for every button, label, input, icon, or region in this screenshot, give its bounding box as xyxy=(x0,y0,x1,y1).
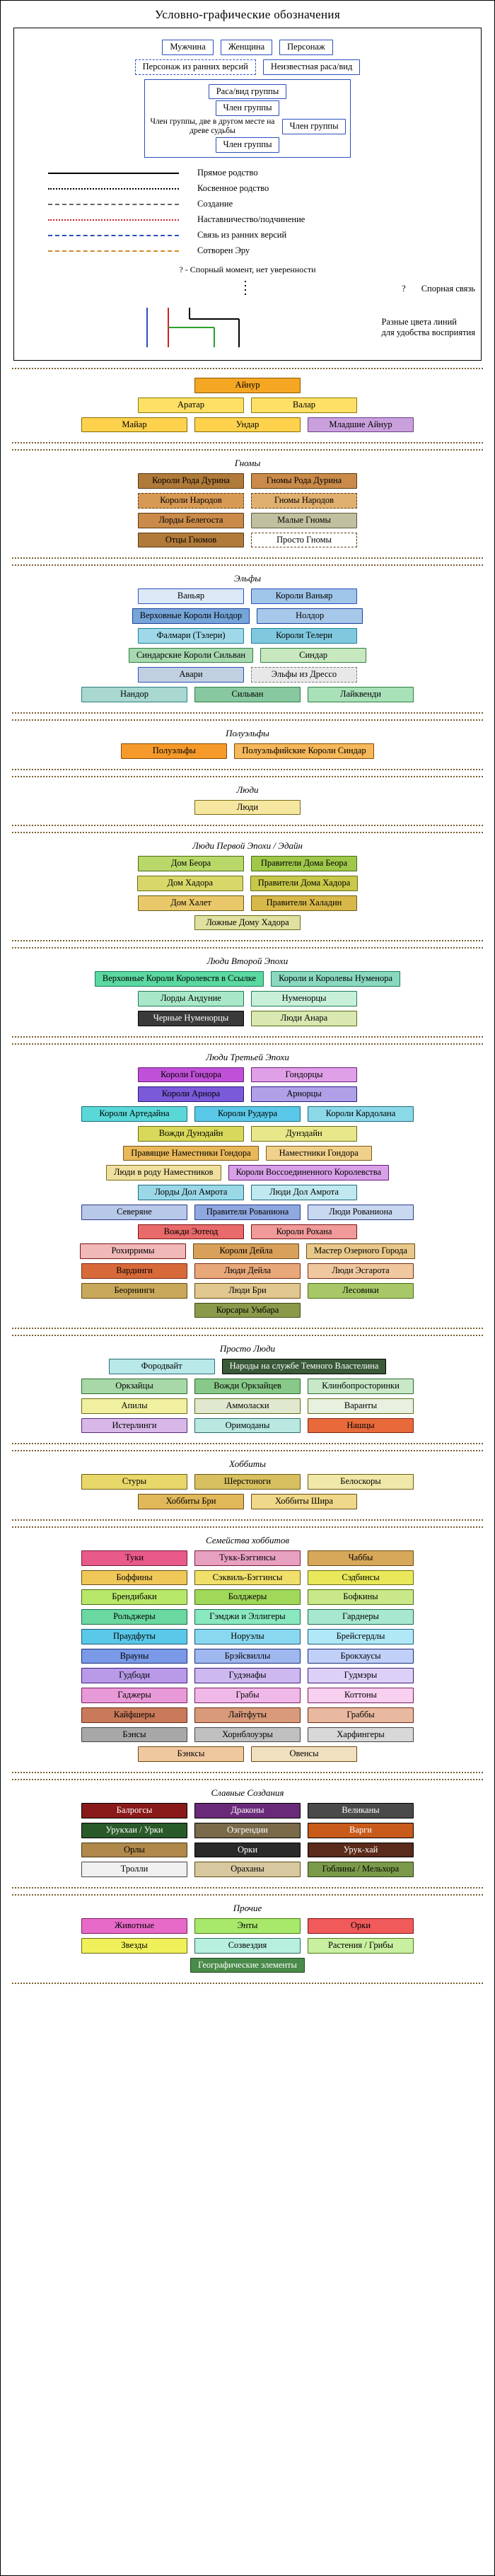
category-row xyxy=(15,1843,480,1858)
legend-swatch: Короли Арнора xyxy=(138,1086,244,1102)
category-row xyxy=(15,1205,480,1220)
legend-row-3 xyxy=(149,84,346,100)
group-legend-block xyxy=(20,79,475,158)
legend-swatch: Короли Кардолана xyxy=(308,1106,414,1122)
legend-line-indirect xyxy=(20,183,475,194)
legend-swatch: Рохирримы xyxy=(80,1243,186,1259)
disputed-question-mark: ? xyxy=(402,283,406,294)
legend-swatch: Короли Ваньяр xyxy=(251,588,357,604)
category-row xyxy=(15,1185,480,1200)
line-sample-solid xyxy=(48,168,179,178)
category-row xyxy=(15,1146,480,1161)
legend-swatch: Гарднеры xyxy=(308,1609,414,1625)
category-row xyxy=(15,1243,480,1259)
category-row xyxy=(15,588,480,604)
category-row xyxy=(15,1418,480,1434)
legend-line-mentorship xyxy=(20,214,475,225)
legend-swatch: Бофкины xyxy=(308,1589,414,1605)
legend-swatch: Рольджеры xyxy=(81,1609,187,1625)
page-title: Условно-графические обозначения xyxy=(155,8,340,21)
legend-swatch: Животные xyxy=(81,1918,187,1934)
legend-swatch: Врауны xyxy=(81,1649,187,1664)
legend-swatch: Хоббиты Шира xyxy=(251,1494,357,1509)
legend-swatch: Лесовики xyxy=(308,1283,414,1299)
category-row xyxy=(15,1359,480,1374)
category-row xyxy=(15,1067,480,1083)
legend-swatch: Балрогсы xyxy=(81,1803,187,1818)
category-row xyxy=(15,1727,480,1743)
category-row xyxy=(15,513,480,528)
category-row xyxy=(15,1918,480,1934)
line-sample-dashed-orange xyxy=(48,246,179,256)
note-disputed: ? - Спорный момент, нет уверенности xyxy=(179,265,316,275)
legend-swatch: Боффины xyxy=(81,1570,187,1586)
line-sample-dotted-red xyxy=(48,215,179,225)
category-row xyxy=(15,1649,480,1664)
category-sections xyxy=(1,368,494,1984)
legend-swatch: Синдар xyxy=(260,648,366,663)
legend-swatch: Грабы xyxy=(194,1688,301,1703)
category-title: Люди Первой Эпохи / Эдайн xyxy=(192,840,303,852)
category-row xyxy=(15,608,480,624)
legend-swatch: Эльфы из Дрессо xyxy=(251,667,357,683)
category-хоббиты xyxy=(12,1450,483,1521)
category-люди-третьей-эпохи xyxy=(12,1043,483,1330)
legend-chip-old-version-character: Персонаж из ранних версий xyxy=(135,59,256,75)
legend-swatch: Гномы Народов xyxy=(251,493,357,509)
category-гномы xyxy=(12,449,483,559)
legend-swatch: Орки xyxy=(308,1918,414,1934)
legend-swatch: Правящие Наместники Гондора xyxy=(123,1146,258,1161)
category-title: Гномы xyxy=(234,458,261,469)
legend-swatch: Оэгрендии xyxy=(194,1823,301,1838)
legend-swatch: Сильван xyxy=(194,687,301,702)
legend-swatch: Аммоласки xyxy=(194,1398,301,1414)
legend-swatch: Нуменорцы xyxy=(251,991,357,1006)
legend-swatch: Чаббы xyxy=(308,1550,414,1566)
category-row xyxy=(15,417,480,433)
legend-swatch: Ваньяр xyxy=(138,588,244,604)
disputed-link-icon xyxy=(238,279,252,298)
legend-swatch: Брендибаки xyxy=(81,1589,187,1605)
category-люди xyxy=(12,776,483,827)
legend-swatch: Орки xyxy=(194,1843,301,1858)
line-style-legend xyxy=(20,168,475,256)
category-row xyxy=(15,856,480,871)
legend-label-creation: Создание xyxy=(197,199,233,209)
legend-chip-group-member-2: Член группы xyxy=(282,119,346,134)
legend-swatch: Люди Бри xyxy=(194,1283,301,1299)
legend-row-5 xyxy=(149,117,346,136)
note-disputed-link-row xyxy=(20,279,475,298)
category-row xyxy=(15,800,480,816)
legend-swatch: Брокхаусы xyxy=(308,1649,414,1664)
legend-swatch: Коттоны xyxy=(308,1688,414,1703)
category-row xyxy=(15,1609,480,1625)
category-row xyxy=(15,915,480,931)
legend-swatch: Короли Артедайна xyxy=(81,1106,187,1122)
color-note-line-1: Разные цвета линий xyxy=(381,316,457,327)
legend-swatch: Полуэльфийские Короли Синдар xyxy=(234,743,373,759)
category-эльфы xyxy=(12,564,483,714)
legend-swatch: Валар xyxy=(251,398,357,413)
legend-label-created-by-eru: Сотворен Эру xyxy=(197,245,250,256)
category-row xyxy=(15,1629,480,1644)
category-row xyxy=(15,1668,480,1683)
legend-swatch: Дунэдайн xyxy=(251,1126,357,1142)
legend-swatch: Гаджеры xyxy=(81,1688,187,1703)
legend-swatch: Малые Гномы xyxy=(251,513,357,528)
legend-swatch: Хоббиты Бри xyxy=(138,1494,244,1509)
category-row xyxy=(15,533,480,548)
legend-swatch: Созвездия xyxy=(194,1938,301,1954)
legend-row-6 xyxy=(149,137,346,153)
legend-swatch: Лайтфуты xyxy=(194,1707,301,1723)
legend-swatch: Драконы xyxy=(194,1803,301,1818)
colored-lines-sample xyxy=(140,305,246,350)
legend-swatch: Вожди Оркзайцев xyxy=(194,1379,301,1394)
legend-swatch: Короли Народов xyxy=(138,493,244,509)
category-row xyxy=(15,687,480,702)
legend-swatch: Правители Дома Хадора xyxy=(250,876,359,891)
category-row xyxy=(15,1570,480,1586)
legend-swatch: Нашцы xyxy=(308,1418,414,1434)
category-title: Люди Второй Эпохи xyxy=(206,956,289,967)
legend-swatch: Люди Рованиона xyxy=(308,1205,414,1220)
category-row xyxy=(15,1303,480,1318)
category-люди-второй-эпохи xyxy=(12,947,483,1037)
legend-swatch: Варанты xyxy=(308,1398,414,1414)
category-row xyxy=(15,1126,480,1142)
legend-swatch: Майар xyxy=(81,417,187,433)
legend-swatch: Короли Воссоединенного Королевства xyxy=(228,1165,389,1180)
legend-swatch: Ораханы xyxy=(194,1862,301,1877)
legend-swatch: Хорнблоуэры xyxy=(194,1727,301,1743)
legend-swatch: Гудмэры xyxy=(308,1668,414,1683)
color-note-line-2: для удобства восприятия xyxy=(381,327,475,338)
legend-swatch: Граббы xyxy=(308,1707,414,1723)
legend-swatch: Географические элементы xyxy=(190,1958,305,1973)
legend-swatch: Оркзайцы xyxy=(81,1379,187,1394)
legend-swatch: Вожди Эотеод xyxy=(138,1224,244,1240)
legend-swatch: Харфингеры xyxy=(308,1727,414,1743)
legend-line-direct xyxy=(20,168,475,178)
legend-swatch: Отцы Гномов xyxy=(138,533,244,548)
legend-swatch: Энты xyxy=(194,1918,301,1934)
legend-swatch: Арнорцы xyxy=(251,1086,357,1102)
legend-note-group-elsewhere: Член группы, две в другом месте на древе судьбы xyxy=(150,117,275,136)
category-row xyxy=(15,1823,480,1838)
legend-row-1 xyxy=(20,40,475,55)
color-note-block xyxy=(20,305,475,350)
legend-swatch: Варги xyxy=(308,1823,414,1838)
legend-swatch: Правители Халадин xyxy=(251,895,357,911)
category-title: Эльфы xyxy=(233,573,262,584)
category-row xyxy=(15,1398,480,1414)
category-title: Семейства хоббитов xyxy=(205,1534,290,1545)
legend-swatch: Истерлинги xyxy=(81,1418,187,1434)
category-row xyxy=(15,628,480,644)
category-полуэльфы xyxy=(12,719,483,770)
category-прочие xyxy=(12,1894,483,1984)
category-славные-создания xyxy=(12,1779,483,1889)
legend-swatch: Люди Дол Амрота xyxy=(251,1185,357,1200)
legend-chip-unknown-race: Неизвестная раса/вид xyxy=(263,59,361,75)
legend-swatch: Люди Анара xyxy=(251,1011,357,1026)
line-sample-dashed-blue xyxy=(48,231,179,240)
legend-swatch: Вожди Дунэдайн xyxy=(138,1126,244,1142)
legend-swatch: Люди в роду Наместников xyxy=(106,1165,221,1180)
legend-swatch: Гномы Рода Дурина xyxy=(251,473,357,489)
line-sample-dashed-grey xyxy=(48,199,179,209)
category-row xyxy=(15,1379,480,1394)
legend-swatch: Гоблины / Мельхора xyxy=(308,1862,414,1877)
legend-swatch: Великаны xyxy=(308,1803,414,1818)
legend-swatch: Лорды Андуние xyxy=(138,991,244,1006)
legend-swatch: Ложные Дому Хадора xyxy=(194,915,301,931)
category-row xyxy=(15,648,480,663)
category-row xyxy=(15,971,480,987)
legend-swatch: Полуэльфы xyxy=(121,743,227,759)
category-title: Славные Создания xyxy=(211,1787,284,1799)
category-row xyxy=(15,1746,480,1762)
legend-swatch: Тролли xyxy=(81,1862,187,1877)
legend-swatch: Лайквенди xyxy=(308,687,414,702)
legend-swatch: Северяне xyxy=(81,1205,187,1220)
legend-swatch: Народы на службе Темного Властелина xyxy=(222,1359,387,1374)
legend-swatch: Тукк-Бэггинсы xyxy=(194,1550,301,1566)
disputed-link-label: Спорная связь xyxy=(421,283,475,294)
legend-swatch: Младшие Айнур xyxy=(308,417,414,433)
legend-swatch: Гудбоди xyxy=(81,1668,187,1683)
legend-swatch: Короли Рудаура xyxy=(194,1106,301,1122)
category-row xyxy=(15,473,480,489)
legend-row-2 xyxy=(20,59,475,75)
legend-swatch: Аратар xyxy=(138,398,244,413)
legend-swatch: Короли Рода Дурина xyxy=(138,473,244,489)
category-title: Хоббиты xyxy=(229,1458,266,1470)
legend-swatch: Верховные Короли Королевств в Ссылке xyxy=(95,971,264,987)
category-row xyxy=(15,1165,480,1180)
legend-swatch: Брейсгердлы xyxy=(308,1629,414,1644)
legend-swatch: Люди xyxy=(194,800,301,816)
legend-swatch: Авари xyxy=(138,667,244,683)
legend-swatch: Короли Телери xyxy=(251,628,357,644)
category-row xyxy=(15,1474,480,1490)
legend-swatch: Короли Дейла xyxy=(193,1243,299,1259)
legend-swatch: Апилы xyxy=(81,1398,187,1414)
legend-swatch: Праудфуты xyxy=(81,1629,187,1644)
legend-swatch: Туки xyxy=(81,1550,187,1566)
category-семейства-хоббитов xyxy=(12,1526,483,1773)
legend-swatch: Наместники Гондора xyxy=(266,1146,372,1161)
legend-swatch: Короли Рохана xyxy=(251,1224,357,1240)
legend-swatch: Черные Нуменорцы xyxy=(138,1011,244,1026)
legend-swatch: Оримоданы xyxy=(194,1418,301,1434)
legend-swatch: Корсары Умбара xyxy=(194,1303,301,1318)
legend-swatch: Нандор xyxy=(81,687,187,702)
legend-swatch: Урук-хай xyxy=(308,1843,414,1858)
legend-swatch: Болджеры xyxy=(194,1589,301,1605)
category-row xyxy=(15,1283,480,1299)
line-sample-dotted xyxy=(48,184,179,194)
legend-swatch: Кайфшеры xyxy=(81,1707,187,1723)
legend-swatch: Айнур xyxy=(194,378,301,393)
legend-swatch: Фородвайт xyxy=(109,1359,215,1374)
category-row xyxy=(15,1106,480,1122)
category-group-0 xyxy=(12,368,483,443)
legend-chip-group-member-1: Член группы xyxy=(216,100,280,116)
legend-frame xyxy=(13,28,482,361)
legend-swatch: Лорды Дол Амрота xyxy=(138,1185,244,1200)
legend-swatch: Клинбопросторинки xyxy=(308,1379,414,1394)
legend-swatch: Орлы xyxy=(81,1843,187,1858)
category-row xyxy=(15,1550,480,1566)
category-row xyxy=(15,1938,480,1954)
category-row xyxy=(15,876,480,891)
category-row xyxy=(15,1086,480,1102)
legend-swatch: Синдарские Короли Сильван xyxy=(129,648,253,663)
legend-swatch: Мастер Озерного Города xyxy=(306,1243,415,1259)
legend-swatch: Шерстоноги xyxy=(194,1474,301,1490)
legend-label-mentorship: Наставничество/подчинение xyxy=(197,214,305,225)
legend-swatch: Урукхаи / Урки xyxy=(81,1823,187,1838)
category-title: Полуэльфы xyxy=(226,727,269,738)
legend-swatch: Короли и Королевы Нуменора xyxy=(271,971,400,987)
category-row xyxy=(15,991,480,1006)
category-title: Люди xyxy=(236,784,259,795)
legend-swatch: Сэдбинсы xyxy=(308,1570,414,1586)
legend-swatch: Бэнсы xyxy=(81,1727,187,1743)
legend-swatch: Брэйсвиллы xyxy=(194,1649,301,1664)
legend-chip-group-member-3: Член группы xyxy=(216,137,280,153)
legend-line-old-version xyxy=(20,230,475,240)
legend-swatch: Правители Дома Беора xyxy=(251,856,357,871)
category-row xyxy=(15,1011,480,1026)
legend-swatch: Стуры xyxy=(81,1474,187,1490)
category-title: Прочие xyxy=(233,1903,262,1914)
category-title: Люди Третьей Эпохи xyxy=(206,1051,289,1062)
legend-chip-group-race: Раса/вид группы xyxy=(209,84,287,100)
category-row xyxy=(15,493,480,509)
category-row xyxy=(15,895,480,911)
legend-line-creation xyxy=(20,199,475,209)
legend-chip-character: Персонаж xyxy=(279,40,333,55)
category-люди-первой-эпохи-эдайн xyxy=(12,832,483,941)
legend-swatch: Белоскоры xyxy=(308,1474,414,1490)
legend-swatch: Растения / Грибы xyxy=(308,1938,414,1954)
legend-swatch: Беорнинги xyxy=(81,1283,187,1299)
category-просто-люди xyxy=(12,1335,483,1444)
legend-swatch: Лорды Белегоста xyxy=(138,513,244,528)
legend-swatch: Нолдор xyxy=(257,608,363,624)
legend-swatch: Звезды xyxy=(81,1938,187,1954)
legend-swatch: Просто Гномы xyxy=(251,533,357,548)
category-row xyxy=(15,1589,480,1605)
legend-swatch: Дом Халет xyxy=(138,895,244,911)
legend-swatch: Гондорцы xyxy=(251,1067,357,1083)
category-row xyxy=(15,1263,480,1279)
legend-line-created-by-eru xyxy=(20,245,475,256)
category-row xyxy=(15,1688,480,1703)
category-row xyxy=(15,1958,480,1973)
category-title: Просто Люди xyxy=(219,1343,276,1354)
category-row xyxy=(15,1862,480,1877)
category-row xyxy=(15,398,480,413)
category-row xyxy=(15,378,480,393)
category-row xyxy=(15,1224,480,1240)
legend-chip-male: Мужчина xyxy=(162,40,213,55)
category-row xyxy=(15,1494,480,1509)
legend-swatch: Фалмари (Тэлери) xyxy=(138,628,244,644)
legend-label-old-version: Связь из ранних версий xyxy=(197,230,287,240)
category-row xyxy=(15,667,480,683)
legend-swatch: Вардинги xyxy=(81,1263,187,1279)
legend-chip-female: Женщина xyxy=(221,40,272,55)
legend-swatch: Норуэлы xyxy=(194,1629,301,1644)
legend-swatch: Овенсы xyxy=(251,1746,357,1762)
color-note-text xyxy=(381,317,475,339)
legend-swatch: Гэмджи и Эллигеры xyxy=(194,1609,301,1625)
legend-swatch: Люди Эсгарота xyxy=(308,1263,414,1279)
legend-swatch: Короли Гондора xyxy=(138,1067,244,1083)
legend-swatch: Ундар xyxy=(194,417,301,433)
legend-row-4 xyxy=(149,100,346,116)
legend-swatch: Сэквиль-Бэггинсы xyxy=(194,1570,301,1586)
legend-swatch: Верховные Короли Нолдор xyxy=(132,608,250,624)
legend-label-direct: Прямое родство xyxy=(197,168,258,178)
legend-label-indirect: Косвенное родство xyxy=(197,183,269,194)
legend-swatch: Дом Беора xyxy=(138,856,244,871)
legend-swatch: Правители Рованиона xyxy=(194,1205,301,1220)
legend-swatch: Дом Хадора xyxy=(137,876,243,891)
category-row xyxy=(15,743,480,759)
category-row xyxy=(15,1803,480,1818)
legend-swatch: Бэнксы xyxy=(138,1746,244,1762)
legend-swatch: Гудэнафы xyxy=(194,1668,301,1683)
legend-swatch: Люди Дейла xyxy=(194,1263,301,1279)
category-row xyxy=(15,1707,480,1723)
